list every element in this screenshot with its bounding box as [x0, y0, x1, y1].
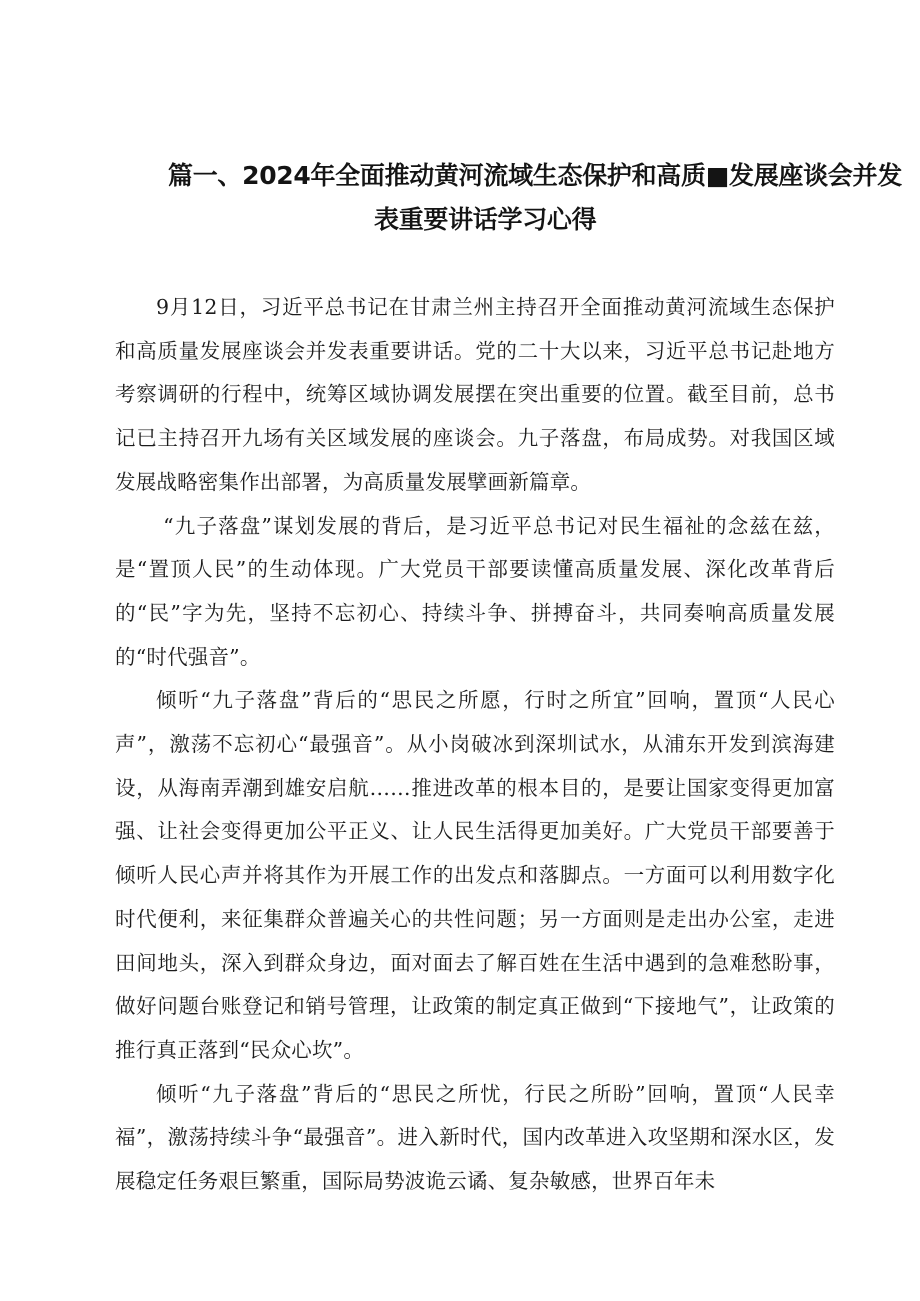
title-line-1: 篇一、2024年全面推动黄河流域生态保护和高质■发展座谈会并发: [168, 161, 902, 190]
title-line-2: 表重要讲话学习心得: [374, 205, 597, 234]
document-title: [168, 154, 902, 242]
document-body: [115, 286, 835, 1204]
paragraph-3: 倾听“九子落盘”背后的“思民之所愿，行时之所宜”回响，置顶“人民心声”，激荡不忘初心“最强音”。从小岗破冰到深圳试水，从浦东开发到滨海建设，从海南弄潮到雄安启航……推进改革的根本目的，是要让国家变得更加富强、让社会变得更加公平正义、让人民生活得更加美好。广大党员干部要善于倾听人民心声并将其作为开展工作的出发点和落脚点。一方面可以利用数字化时代便利，来征集群众普遍关心的共性问题；另一方面则是走出办公室，走进田间地头，深入到群众身边，面对面去了解百姓在生活中遇到的急难愁盼事，做好问题台账登记和销号管理，让政策的制定真正做到“下接地气”，让政策的推行真正落到“民众心坎”。: [115, 688, 835, 1062]
paragraph-2: “九子落盘”谋划发展的背后，是习近平总书记对民生福祉的念兹在兹，是“置顶人民”的生动体现。广大党员干部要读懂高质量发展、深化改革背后的“民”字为先，坚持不忘初心、持续斗争、拼搏奋斗，共同奏响高质量发展的“时代强音”。: [115, 513, 835, 669]
paragraph-4: 倾听“九子落盘”背后的“思民之所忧，行民之所盼”回响，置顶“人民幸福”，激荡持续斗争“最强音”。进入新时代，国内改革进入攻坚期和深水区，发展稳定任务艰巨繁重，国际局势波诡云谲、复杂敏感，世界百年未: [115, 1081, 835, 1194]
paragraph-1: 9月12日，习近平总书记在甘肃兰州主持召开全面推动黄河流域生态保护和高质量发展座谈会并发表重要讲话。党的二十大以来，习近平总书记赴地方考察调研的行程中，统筹区域协调发展摆在突出重要的位置。截至目前，总书记已主持召开九场有关区域发展的座谈会。九子落盘，布局成势。对我国区域发展战略密集作出部署，为高质量发展擘画新篇章。: [115, 295, 835, 494]
